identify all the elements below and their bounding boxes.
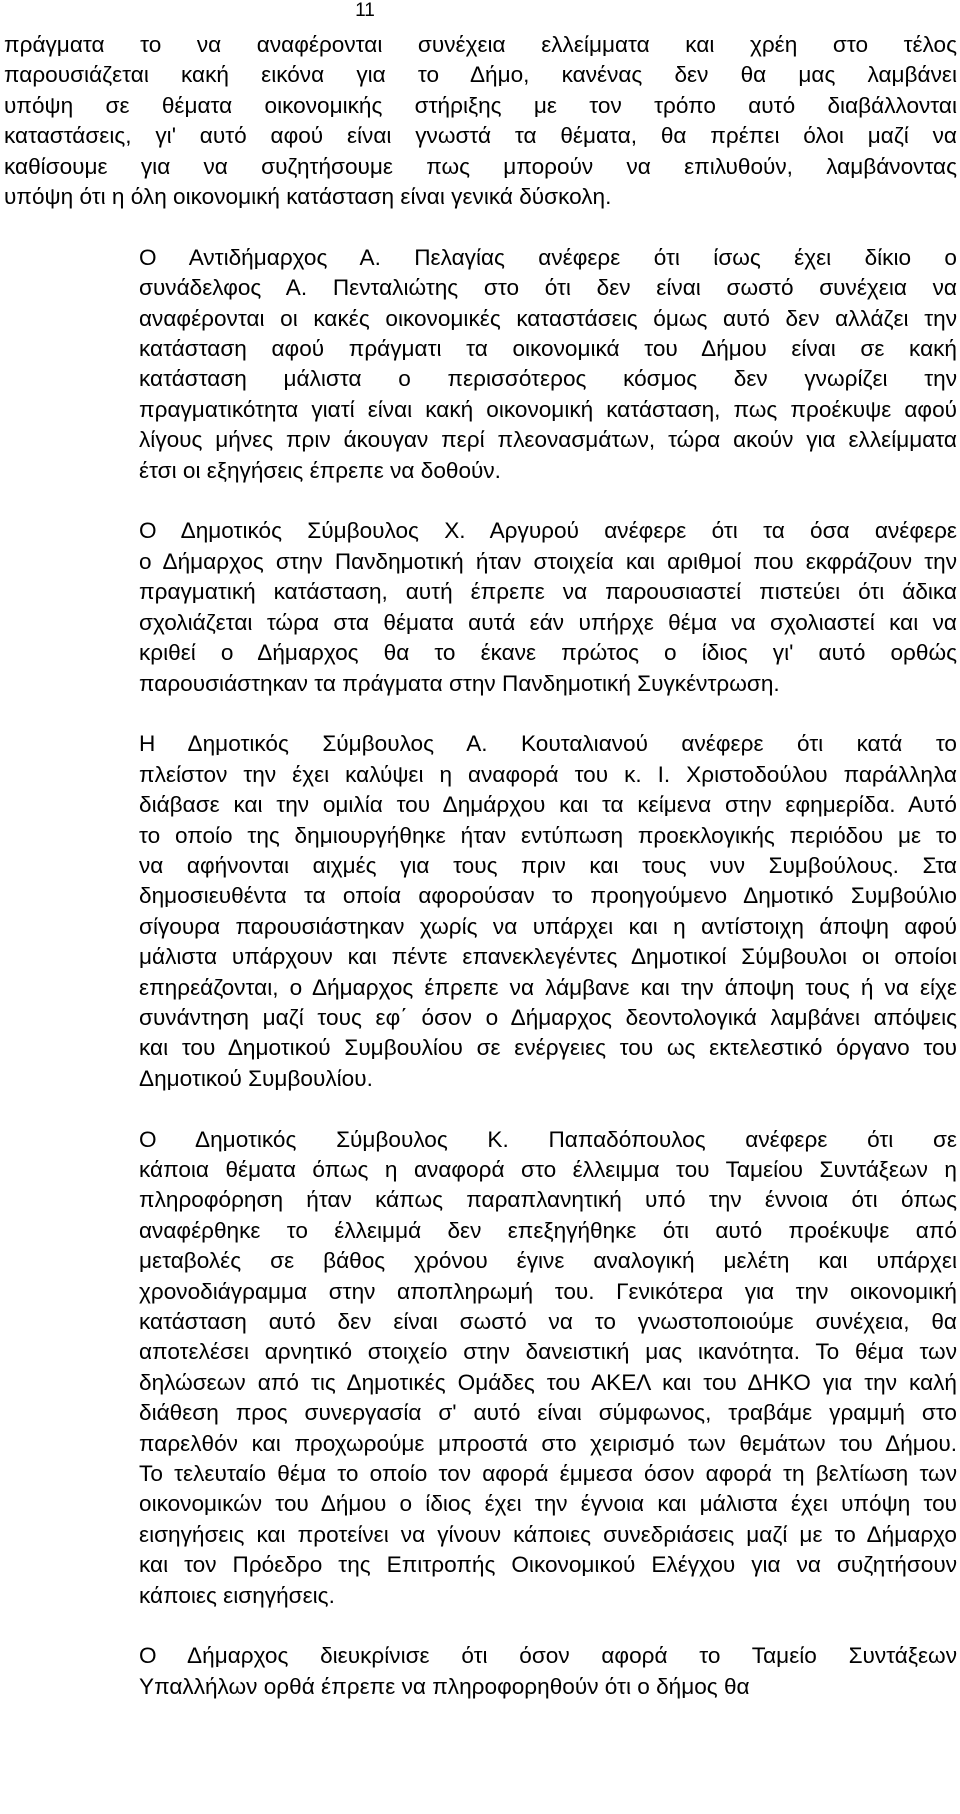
text-line: κατάσταση αυτό δεν είναι σωστό να το γνωστοποιούμε συνέχεια, θα — [139, 1309, 957, 1334]
paragraph — [4, 1641, 957, 1702]
text-line: παρουσιάστηκαν τα πράγματα στην Πανδημοτική Συγκέντρωση. — [139, 670, 780, 696]
text-line: αναφέρονται οι κακές οικονομικές καταστάσεις όμως αυτό δεν αλλάζει την — [139, 305, 957, 331]
text-line: σχολιάζεται τώρα στα θέματα αυτά εάν υπήρχε θέμα να σχολιαστεί και να — [139, 609, 957, 635]
text-line: δηλώσεων από τις Δημοτικές Ομάδες του ΑΚΕΛ και του ΔΗΚΟ για την καλή — [139, 1369, 957, 1395]
text-line: διάβασε και την ομιλία του Δημάρχου και τα κείμενα στην εφημερίδα. Αυτό — [139, 792, 957, 818]
text-line: το οποίο της δημιουργήθηκε ήταν εντύπωση προεκλογικής περιόδου με το — [139, 822, 957, 848]
text-line: Η Δημοτικός Σύμβουλος Α. Κουταλιανού ανέφερε ότι κατά το — [139, 731, 957, 757]
text-line: οικονομικών του Δήμου ο ίδιος έχει την έγνοια και μάλιστα έχει υπόψη του — [139, 1491, 957, 1517]
paragraph — [4, 1125, 957, 1612]
text-line: καταστάσεις, γι' αυτό αφού είναι γνωστά τα θέματα, θα πρέπει όλοι μαζί να — [4, 123, 957, 149]
text-line: χρονοδιάγραμμα στην αποπληρωμή του. Γενικότερα για την οικονομική — [139, 1278, 957, 1304]
text-line: Ο Δήμαρχος διευκρίνισε ότι όσον αφορά το Ταμείο Συντάξεων — [139, 1643, 957, 1669]
text-line: υπόψη σε θέματα οικονομικής στήριξης με τον τρόπο αυτό διαβάλλονται — [4, 92, 957, 118]
text-line: πληροφόρηση ήταν κάπως παραπλανητική υπό την έννοια ότι όπως — [139, 1187, 957, 1213]
text-line: Ο Δημοτικός Σύμβουλος Χ. Αργυρού ανέφερε ότι τα όσα ανέφερε — [139, 518, 957, 544]
text-line: κριθεί ο Δήμαρχος θα το έκανε πρώτος ο ίδιος γι' αυτό ορθώς — [139, 640, 957, 666]
text-line: αποτελέσει αρνητικό στοιχείο στην δανειστική μας ικανότητα. Το θέμα των — [139, 1339, 957, 1365]
text-line: πράγματα το να αναφέρονται συνέχεια ελλείμματα και χρέη στο τέλος — [4, 32, 957, 57]
paragraph — [4, 729, 957, 1094]
text-line: κατάσταση μάλιστα ο περισσότερος κόσμος δεν γνωρίζει την — [139, 366, 957, 392]
paragraph — [4, 30, 957, 212]
text-line: επηρεάζονται, ο Δήμαρχος έπρεπε να λάμβανε και την άποψη τους ή να είχε — [139, 974, 957, 1000]
text-line: κατάσταση αφού πράγματι τα οικονομικά του Δήμου είναι σε κακή — [139, 336, 957, 362]
text-line: Ο Αντιδήμαρχος Α. Πελαγίας ανέφερε ότι ίσως έχει δίκιο ο — [139, 244, 957, 270]
text-line: λίγους μήνες πριν άκουγαν περί πλεονασμάτων, τώρα ακούν για ελλείμματα — [139, 427, 957, 453]
paragraph — [4, 243, 957, 486]
text-line: διάθεση προς συνεργασία σ' αυτό είναι σύμφωνος, τραβάμε γραμμή στο — [139, 1400, 957, 1426]
text-line: πλείστον την έχει καλύψει η αναφορά του κ. Ι. Χριστοδούλου παράλληλα — [139, 761, 957, 787]
text-line: υπόψη ότι η όλη οικονομική κατάσταση είναι γενικά δύσκολη. — [4, 184, 612, 210]
text-line: πραγματικότητα γιατί είναι κακή οικονομική κατάσταση, πως προέκυψε αφού — [139, 396, 957, 422]
text-line: πραγματική κατάσταση, αυτή έπρεπε να παρουσιαστεί πιστεύει ότι άδικα — [139, 579, 957, 605]
text-line: να αφήνονται αιχμές για τους πριν και τους νυν Συμβούλους. Στα — [139, 852, 957, 878]
paragraph — [4, 516, 957, 698]
text-line: παρελθόν και προχωρούμε μπροστά στο χειρισμό των θεμάτων του Δήμου. — [139, 1430, 957, 1456]
page-number: 11 — [355, 0, 375, 21]
text-line: κάποιες εισηγήσεις. — [139, 1582, 335, 1608]
text-line: παρουσιάζεται κακή εικόνα για το Δήμο, κανένας δεν θα μας λαμβάνει — [4, 62, 957, 88]
text-line: Υπαλλήλων ορθά έπρεπε να πληροφορηθούν ότι ο δήμος θα — [139, 1673, 750, 1699]
text-line: μάλιστα υπάρχουν και πέντε επανεκλεγέντες Δημοτικοί Σύμβουλοι οι οποίοι — [139, 944, 957, 970]
text-line: αναφέρθηκε το έλλειμμά δεν επεξηγήθηκε ότι αυτό προέκυψε από — [139, 1217, 957, 1243]
text-line: έτσι οι εξηγήσεις έπρεπε να δοθούν. — [139, 457, 501, 483]
text-line: και του Δημοτικού Συμβουλίου σε ενέργειες του ως εκτελεστικό όργανο του — [139, 1035, 957, 1061]
text-line: κάποια θέματα όπως η αναφορά στο έλλειμμα του Ταμείου Συντάξεων η — [139, 1156, 957, 1182]
text-line: εισηγήσεις και προτείνει να γίνουν κάποιες συνεδριάσεις μαζί με το Δήμαρχο — [139, 1521, 957, 1547]
text-line: δημοσιευθέντα τα οποία αφορούσαν το προηγούμενο Δημοτικό Συμβούλιο — [139, 883, 957, 909]
text-line: σίγουρα παρουσιάστηκαν χωρίς να υπάρχει και η αντίστοιχη άποψη αφού — [139, 913, 957, 939]
text-line: καθίσουμε για να συζητήσουμε πως μπορούν να επιλυθούν, λαμβάνοντας — [4, 153, 957, 179]
document-body — [4, 30, 957, 1702]
text-line: συνάδελφος Α. Πενταλιώτης στο ότι δεν είναι σωστό συνέχεια να — [139, 275, 957, 301]
text-line: συνάντηση μαζί τους εφ΄ όσον ο Δήμαρχος δεοντολογικά λαμβάνει απόψεις — [139, 1004, 957, 1030]
text-line: μεταβολές σε βάθος χρόνου έγινε αναλογική μελέτη και υπάρχει — [139, 1248, 957, 1274]
text-line: Δημοτικού Συμβουλίου. — [139, 1065, 373, 1091]
text-line: και τον Πρόεδρο της Επιτροπής Οικονομικού Ελέγχου για να συζητήσουν — [139, 1552, 957, 1578]
text-line: Το τελευταίο θέμα το οποίο τον αφορά έμμεσα όσον αφορά τη βελτίωση των — [139, 1461, 957, 1487]
text-line: Ο Δημοτικός Σύμβουλος Κ. Παπαδόπουλος ανέφερε ότι σε — [139, 1126, 957, 1152]
text-line: ο Δήμαρχος στην Πανδημοτική ήταν στοιχεία και αριθμοί που εκφράζουν την — [139, 548, 957, 574]
